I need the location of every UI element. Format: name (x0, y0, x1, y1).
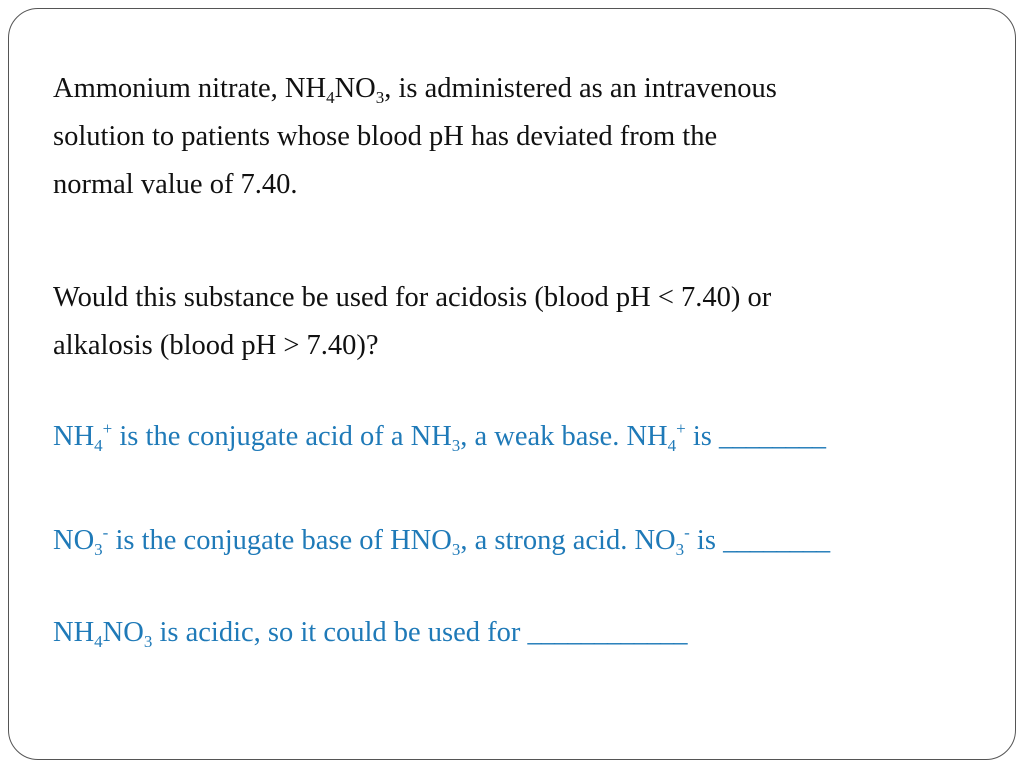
problem-line-3: normal value of 7.40. (53, 169, 298, 200)
text-run: NH (53, 421, 95, 452)
text-run: is the conjugate base of HNO (108, 525, 452, 556)
subscript: 3 (451, 540, 461, 559)
problem-line-1 (53, 65, 777, 113)
text-run: Ammonium nitrate, NH (53, 73, 327, 104)
superscript: + (102, 419, 113, 438)
superscript: - (684, 523, 690, 542)
text-run: is acidic, so it could be used for (152, 617, 528, 648)
problem-line-2: solution to patients whose blood pH has deviated from the (53, 121, 718, 152)
text-run: , is administered as an intravenous (384, 73, 777, 104)
answer-line-nitrate (53, 523, 829, 559)
subscript: 4 (326, 88, 335, 107)
subscript: 4 (94, 632, 103, 651)
subscript: 3 (143, 632, 153, 651)
text-run: NO (53, 525, 95, 556)
superscript: + (676, 419, 686, 438)
question (53, 274, 771, 370)
subscript: 3 (94, 540, 103, 559)
fill-in-blank: ________ (723, 525, 830, 556)
problem-statement (53, 65, 777, 209)
text-run: , a strong acid. NO (460, 525, 676, 556)
text-run: NO (334, 73, 376, 104)
text-run: , a weak base. NH (460, 421, 668, 452)
question-line-1: Would this substance be used for acidosis (blood pH < 7.40) or (53, 282, 772, 313)
question-line-2: alkalosis (blood pH > 7.40)? (53, 330, 379, 361)
text-run: is (689, 525, 724, 556)
subscript: 4 (667, 436, 677, 455)
subscript: 3 (375, 88, 385, 107)
text-run: NH (53, 617, 95, 648)
text-run: is (685, 421, 719, 452)
answer-line-conclusion (53, 615, 687, 651)
subscript: 3 (451, 436, 461, 455)
answer-line-ammonium (53, 419, 825, 455)
subscript: 3 (675, 540, 685, 559)
subscript: 4 (94, 436, 103, 455)
slide-frame (8, 8, 1016, 760)
text-run: NO (102, 617, 144, 648)
superscript: - (102, 523, 109, 542)
fill-in-blank: ________ (718, 421, 825, 452)
fill-in-blank: ____________ (527, 617, 687, 648)
text-run: is the conjugate acid of a NH (112, 421, 452, 452)
